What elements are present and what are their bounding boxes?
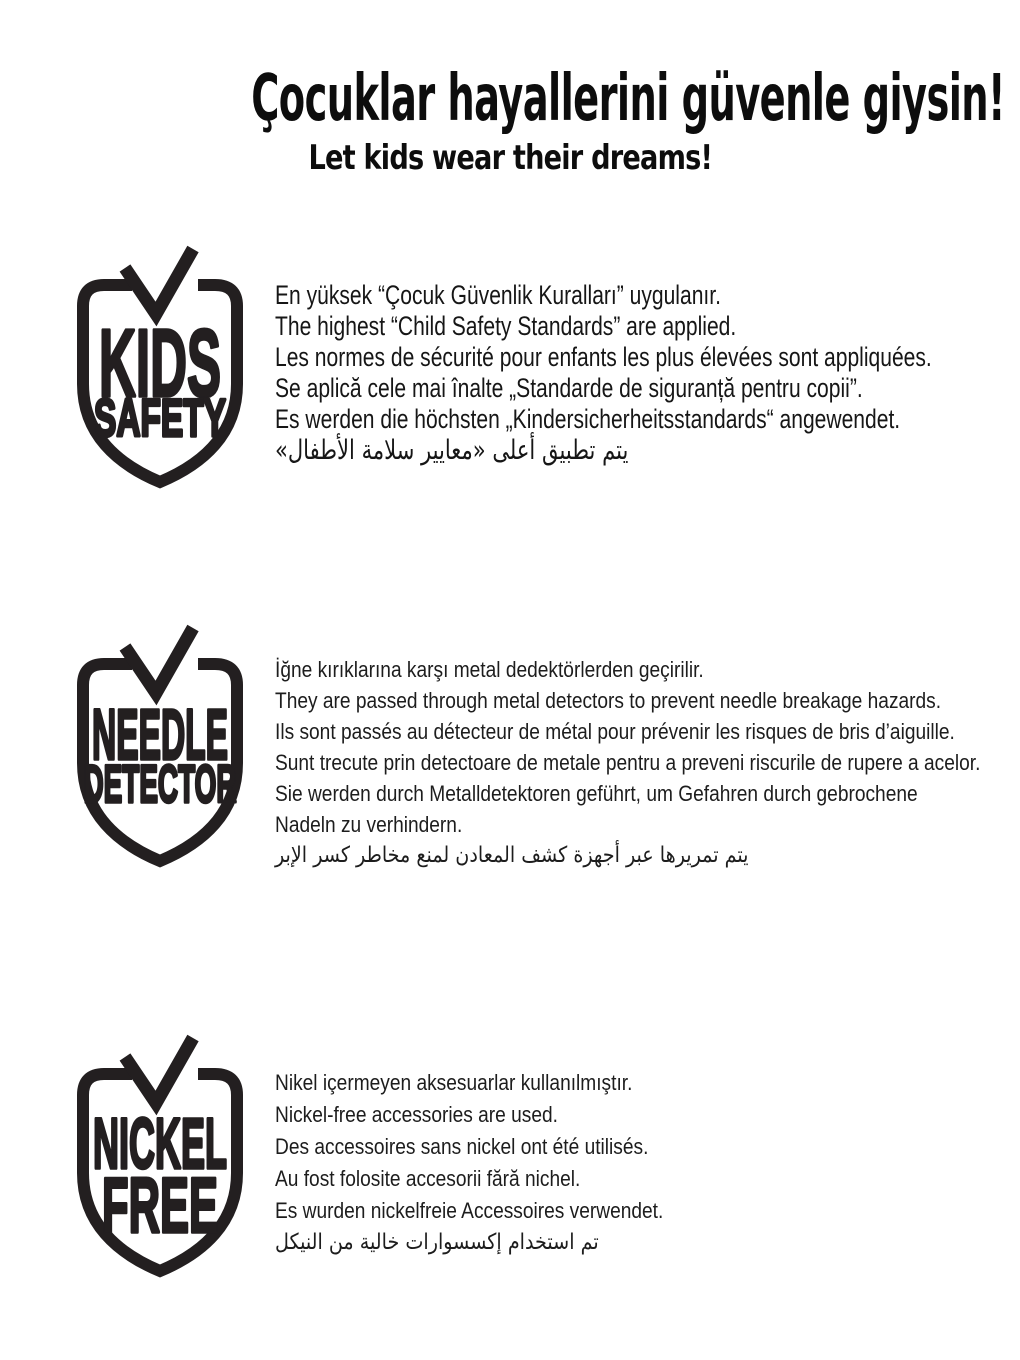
text-line-de-2: Nadeln zu verhindern. [275,812,463,837]
checkmark-icon [125,628,193,693]
text-line-de: Es werden die höchsten „Kindersicherheitsstandards“ angewendet. [275,404,901,434]
nickel-free-badge [74,1031,246,1283]
badge-label-line2: SAFETY [94,389,226,448]
page-subtitle: Let kids wear their dreams! [308,138,712,178]
badge-label-line2: FREE [102,1161,218,1249]
kids-safety-text [275,280,932,466]
needle-detector-badge [74,621,246,873]
kids-safety-badge [74,242,246,494]
checkmark-icon [125,249,193,314]
header [0,62,1020,136]
text-line-tr: İğne kırıklarına karşı metal dedektörlerden geçirilir. [275,657,704,682]
text-line-ro: Se aplică cele mai înalte „Standarde de siguranță pentru copii”. [275,373,863,403]
text-line-de-1: Sie werden durch Metalldetektoren geführt, um Gefahren durch gebrochene [275,781,918,806]
page-title: Çocuklar hayallerini güvenle giysin! [251,62,1005,136]
checkmark-icon [125,1038,193,1103]
text-line-ar: يتم تطبيق أعلى «معايير سلامة الأطفال» [275,435,629,466]
subheader [0,138,1020,178]
text-line-fr: Les normes de sécurité pour enfants les plus élevées sont appliquées. [275,342,932,372]
needle-detector-text [275,654,980,871]
text-line-en: Nickel-free accessories are used. [275,1102,558,1127]
text-line-tr: En yüksek “Çocuk Güvenlik Kuralları” uygulanır. [275,280,721,310]
badge-label-line1: NEEDLE [92,696,228,775]
text-line-en: The highest “Child Safety Standards” are applied. [275,311,737,341]
text-line-tr: Nikel içermeyen aksesuarlar kullanılmıştır. [275,1070,633,1095]
nickel-free-text [275,1067,663,1259]
text-line-en: They are passed through metal detectors to prevent needle breakage hazards. [275,688,942,713]
badge-label-line1: NICKEL [93,1105,227,1184]
text-line-ro: Sunt trecute prin detectoare de metale pentru a preveni riscurile de rupere a acelor. [275,750,981,775]
badge-label-line2: DETECTOR [83,755,237,814]
text-line-de: Es wurden nickelfreie Accessoires verwendet. [275,1198,664,1223]
text-line-ar: يتم تمريرها عبر أجهزة كشف المعادن لمنع مخاطر كسر الإبر [275,843,749,868]
text-line-fr: Des accessoires sans nickel ont été utilisés. [275,1134,649,1159]
badge-label-line1: KIDS [99,310,221,417]
text-line-ro: Au fost folosite accesorii fără nichel. [275,1166,581,1191]
text-line-fr: Ils sont passés au détecteur de métal pour prévenir les risques de bris d’aiguille. [275,719,955,744]
text-line-ar: تم استخدام إكسسوارات خالية من النيكل [275,1230,599,1255]
